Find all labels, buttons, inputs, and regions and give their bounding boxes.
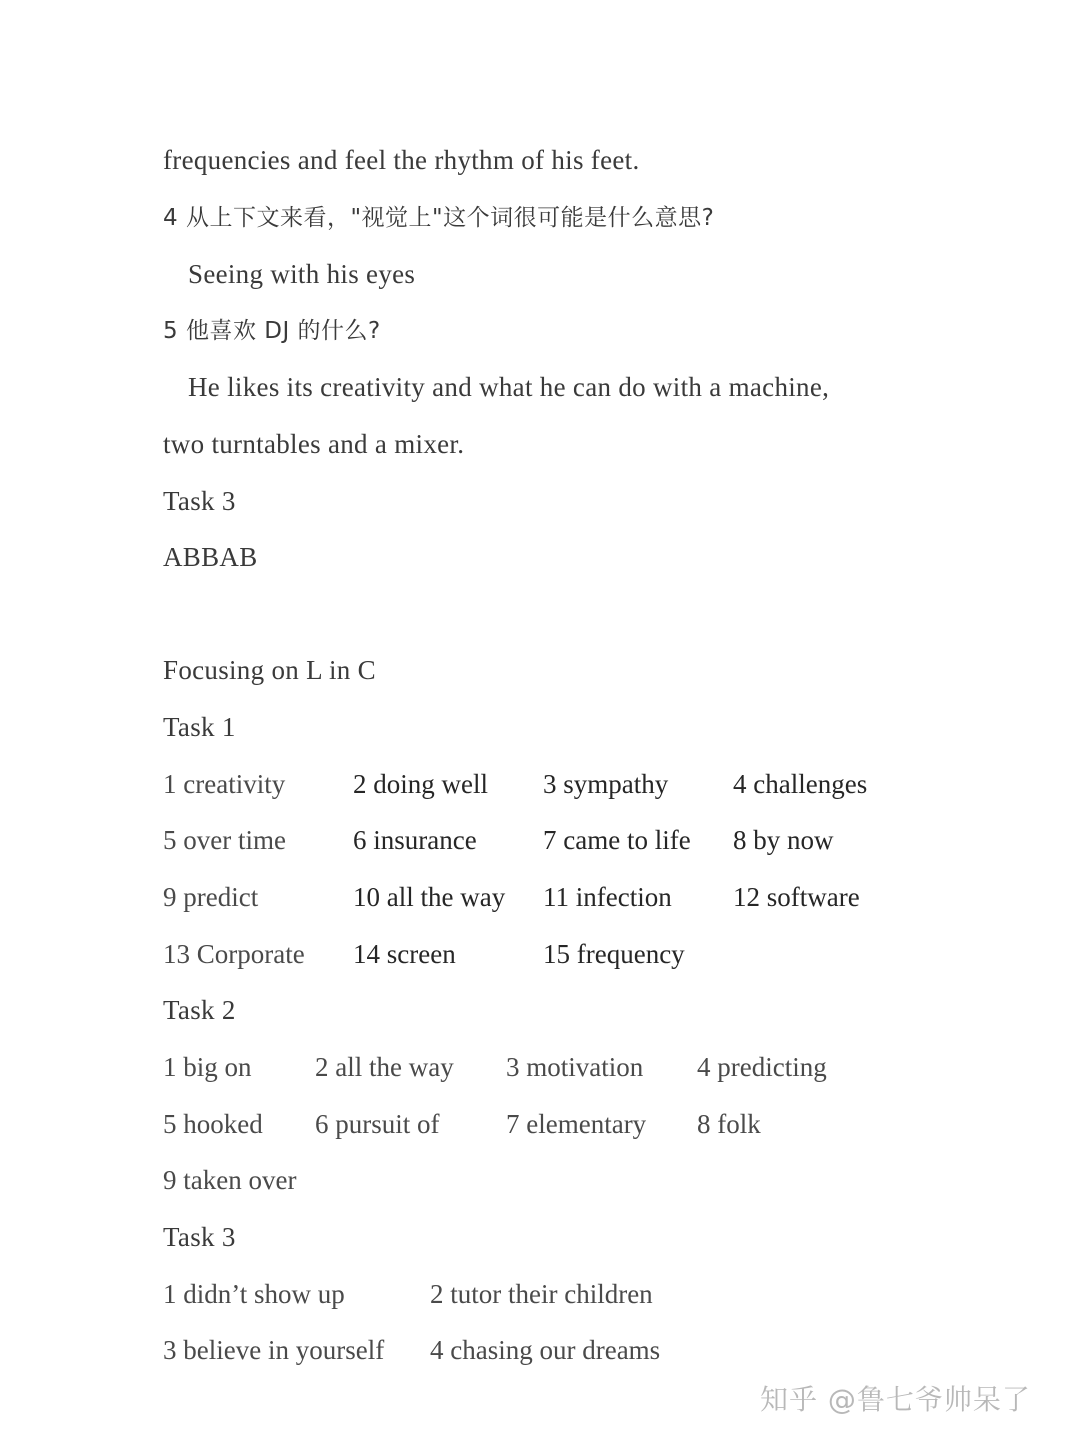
task-1-item: 14 screen: [353, 939, 456, 969]
answer-5-line-2: two turntables and a mixer.: [163, 429, 465, 459]
task-3b-heading: Task 3: [163, 1222, 236, 1252]
section-heading: Focusing on L in C: [163, 655, 376, 685]
task-1-item: 6 insurance: [353, 825, 477, 855]
task-1-item: 9 predict: [163, 882, 259, 912]
task-1-item: 7 came to life: [543, 825, 691, 855]
task-1-item: 1 creativity: [163, 769, 286, 799]
task-2-heading: Task 2: [163, 995, 236, 1025]
answer-5-line-1: He likes its creativity and what he can do with a machine,: [188, 372, 830, 402]
task-3-item: 1 didn’t show up: [163, 1279, 345, 1309]
task-2-item: 1 big on: [163, 1052, 252, 1082]
task-3-answers: ABBAB: [163, 542, 258, 572]
task-2-item: 9 taken over: [163, 1165, 297, 1195]
task-1-item: 4 challenges: [733, 769, 868, 799]
task-2-item: 5 hooked: [163, 1109, 263, 1139]
question-4: 4 从上下文来看，"视觉上"这个词很可能是什么意思?: [163, 205, 715, 231]
watermark: 知乎 @鲁七爷帅呆了: [760, 1383, 1031, 1416]
task-2-item: 3 motivation: [506, 1052, 644, 1082]
paragraph-line: frequencies and feel the rhythm of his feet.: [163, 145, 640, 175]
task-1-item: 13 Corporate: [163, 939, 305, 969]
task-1-item: 12 software: [733, 882, 860, 912]
task-1-item: 3 sympathy: [543, 769, 669, 799]
task-2-item: 2 all the way: [315, 1052, 454, 1082]
task-3-heading: Task 3: [163, 486, 236, 516]
task-3-item: 4 chasing our dreams: [430, 1335, 661, 1365]
task-2-item: 6 pursuit of: [315, 1109, 440, 1139]
task-2-item: 4 predicting: [697, 1052, 827, 1082]
task-1-item: 5 over time: [163, 825, 286, 855]
task-1-item: 10 all the way: [353, 882, 506, 912]
task-1-item: 11 infection: [543, 882, 672, 912]
task-1-item: 15 frequency: [543, 939, 685, 969]
task-3-item: 3 believe in yourself: [163, 1335, 385, 1365]
task-2-item: 7 elementary: [506, 1109, 647, 1139]
task-1-heading: Task 1: [163, 712, 236, 742]
task-3-item: 2 tutor their children: [430, 1279, 653, 1309]
task-2-item: 8 folk: [697, 1109, 761, 1139]
answer-4: Seeing with his eyes: [188, 259, 416, 289]
question-5: 5 他喜欢 DJ 的什么?: [163, 318, 381, 344]
task-1-item: 2 doing well: [353, 769, 488, 799]
task-1-item: 8 by now: [733, 825, 834, 855]
